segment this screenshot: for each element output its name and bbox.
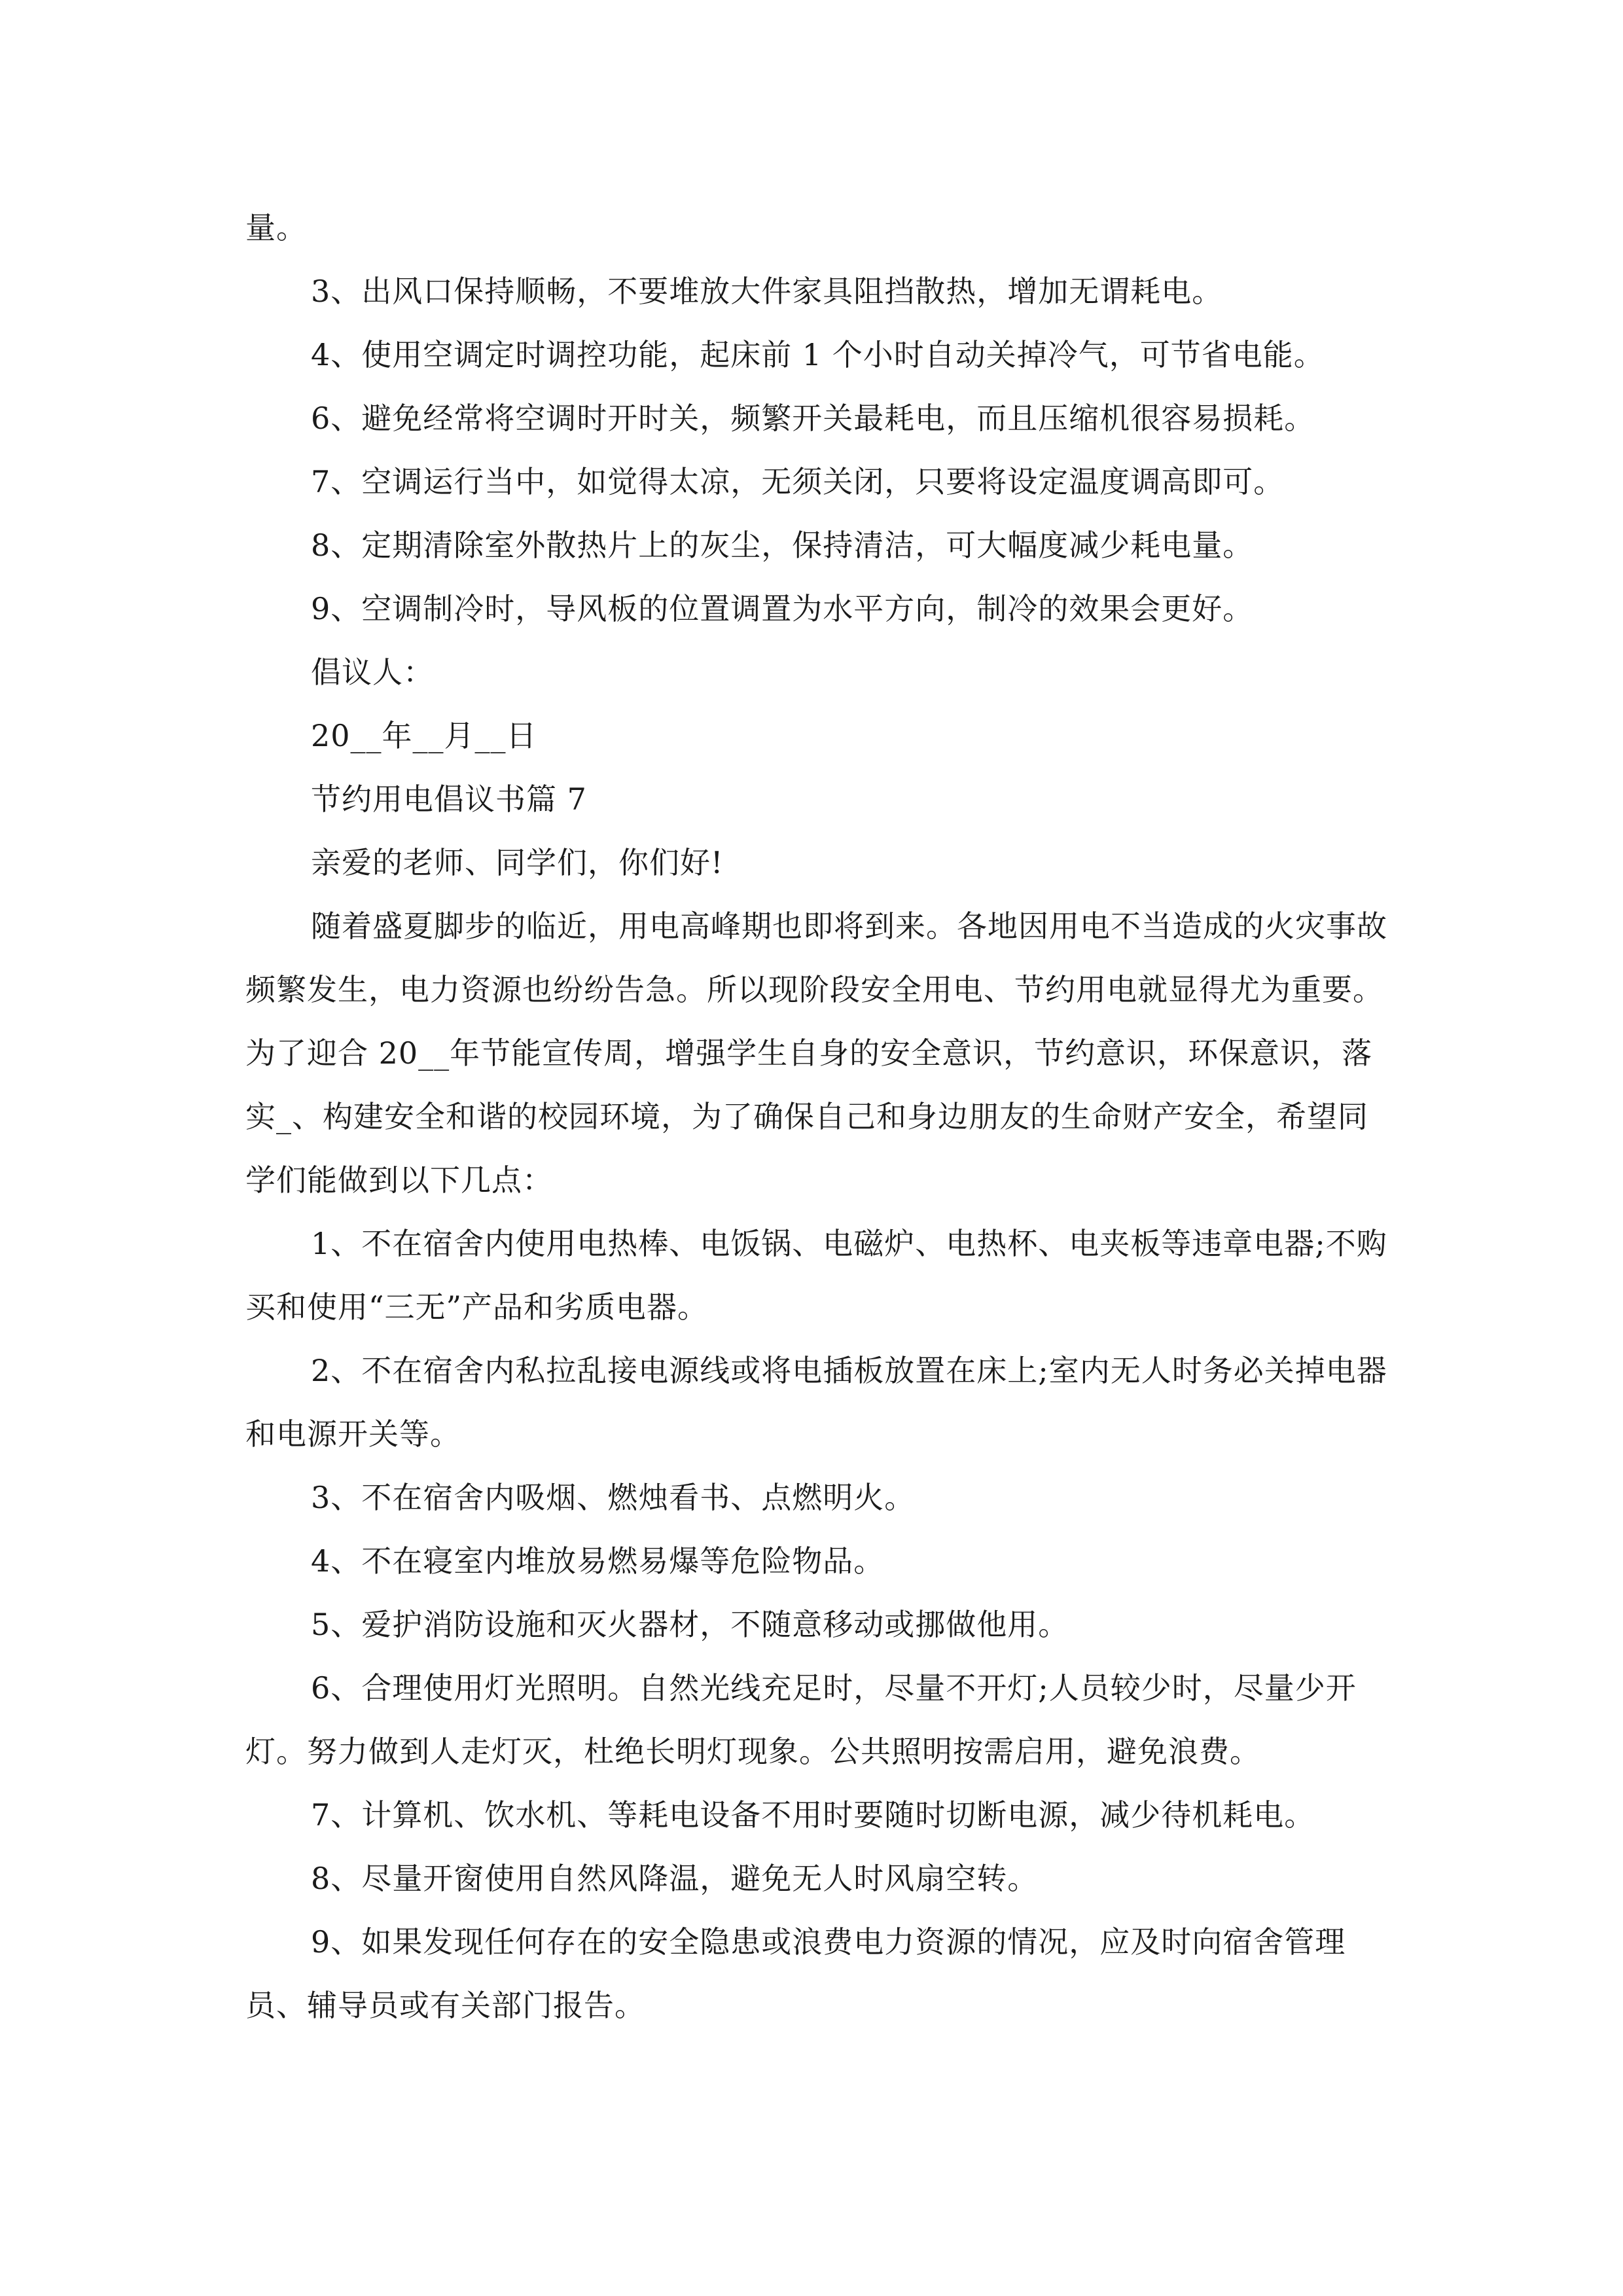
paragraph-item-7: 7、计算机、饮水机、等耗电设备不用时要随时切断电源，减少待机耗电。 <box>311 1797 1315 1833</box>
greeting: 亲爱的老师、同学们，你们好! <box>311 845 724 880</box>
paragraph-item-1: 1、不在宿舍内使用电热棒、电饭锅、电磁炉、电热杯、电夹板等违章电器;不购买和使用“三无”产品和劣质电器。 <box>245 1226 1387 1325</box>
date-line: 20__年__月__日 <box>311 718 537 753</box>
paragraph-item-6: 6、合理使用灯光照明。自然光线充足时，尽量不开灯;人员较少时，尽量少开灯。努力做到人走灯灭，杜绝长明灯现象。公共照明按需启用，避免浪费。 <box>245 1670 1357 1769</box>
paragraph-item-4: 4、不在寝室内堆放易燃易爆等危险物品。 <box>311 1543 885 1579</box>
paragraph-tip-3: 3、出风口保持顺畅，不要堆放大件家具阻挡散热，增加无谓耗电。 <box>311 274 1223 309</box>
paragraph-tip-6: 6、避免经常将空调时开时关，频繁开关最耗电，而且压缩机很容易损耗。 <box>311 401 1315 436</box>
paragraph-tip-4: 4、使用空调定时调控功能，起床前 1 个小时自动关掉冷气，可节省电能。 <box>311 337 1325 372</box>
paragraph-item-5: 5、爱护消防设施和灭火器材，不随意移动或挪做他用。 <box>311 1607 1069 1642</box>
paragraph-item-2: 2、不在宿舍内私拉乱接电源线或将电插板放置在床上;室内无人时务必关掉电器和电源开关等。 <box>245 1353 1387 1452</box>
section-title: 节约用电倡议书篇 7 <box>311 781 587 817</box>
paragraph-tip-9: 9、空调制冷时，导风板的位置调置为水平方向，制冷的效果会更好。 <box>311 591 1254 626</box>
document-body <box>245 196 1391 2037</box>
paragraph-tip-7: 7、空调运行当中，如觉得太凉，无须关闭，只要将设定温度调高即可。 <box>311 464 1285 499</box>
paragraph-item-9: 9、如果发现任何存在的安全隐患或浪费电力资源的情况，应及时向宿舍管理员、辅导员或有关部门报告。 <box>245 1924 1346 2023</box>
paragraph-item-8: 8、尽量开窗使用自然风降温，避免无人时风扇空转。 <box>311 1861 1039 1896</box>
paragraph-continuation: 量。 <box>245 210 307 245</box>
paragraph-intro: 随着盛夏脚步的临近，用电高峰期也即将到来。各地因用电不当造成的火灾事故频繁发生，电力资源也纷纷告急。所以现阶段安全用电、节约用电就显得尤为重要。为了迎合 20__年节能宣传周，增强学生自身的安全意识，节约意识，环保意识，落实_、构建安全和谐的校园环境，为了确保自己和身边朋友的生命财产安全，希望同学们能做到以下几点： <box>245 908 1387 1198</box>
paragraph-tip-8: 8、定期清除室外散热片上的灰尘，保持清洁，可大幅度减少耗电量。 <box>311 528 1254 563</box>
signatory-label: 倡议人： <box>311 655 434 690</box>
paragraph-item-3: 3、不在宿舍内吸烟、燃烛看书、点燃明火。 <box>311 1480 916 1515</box>
